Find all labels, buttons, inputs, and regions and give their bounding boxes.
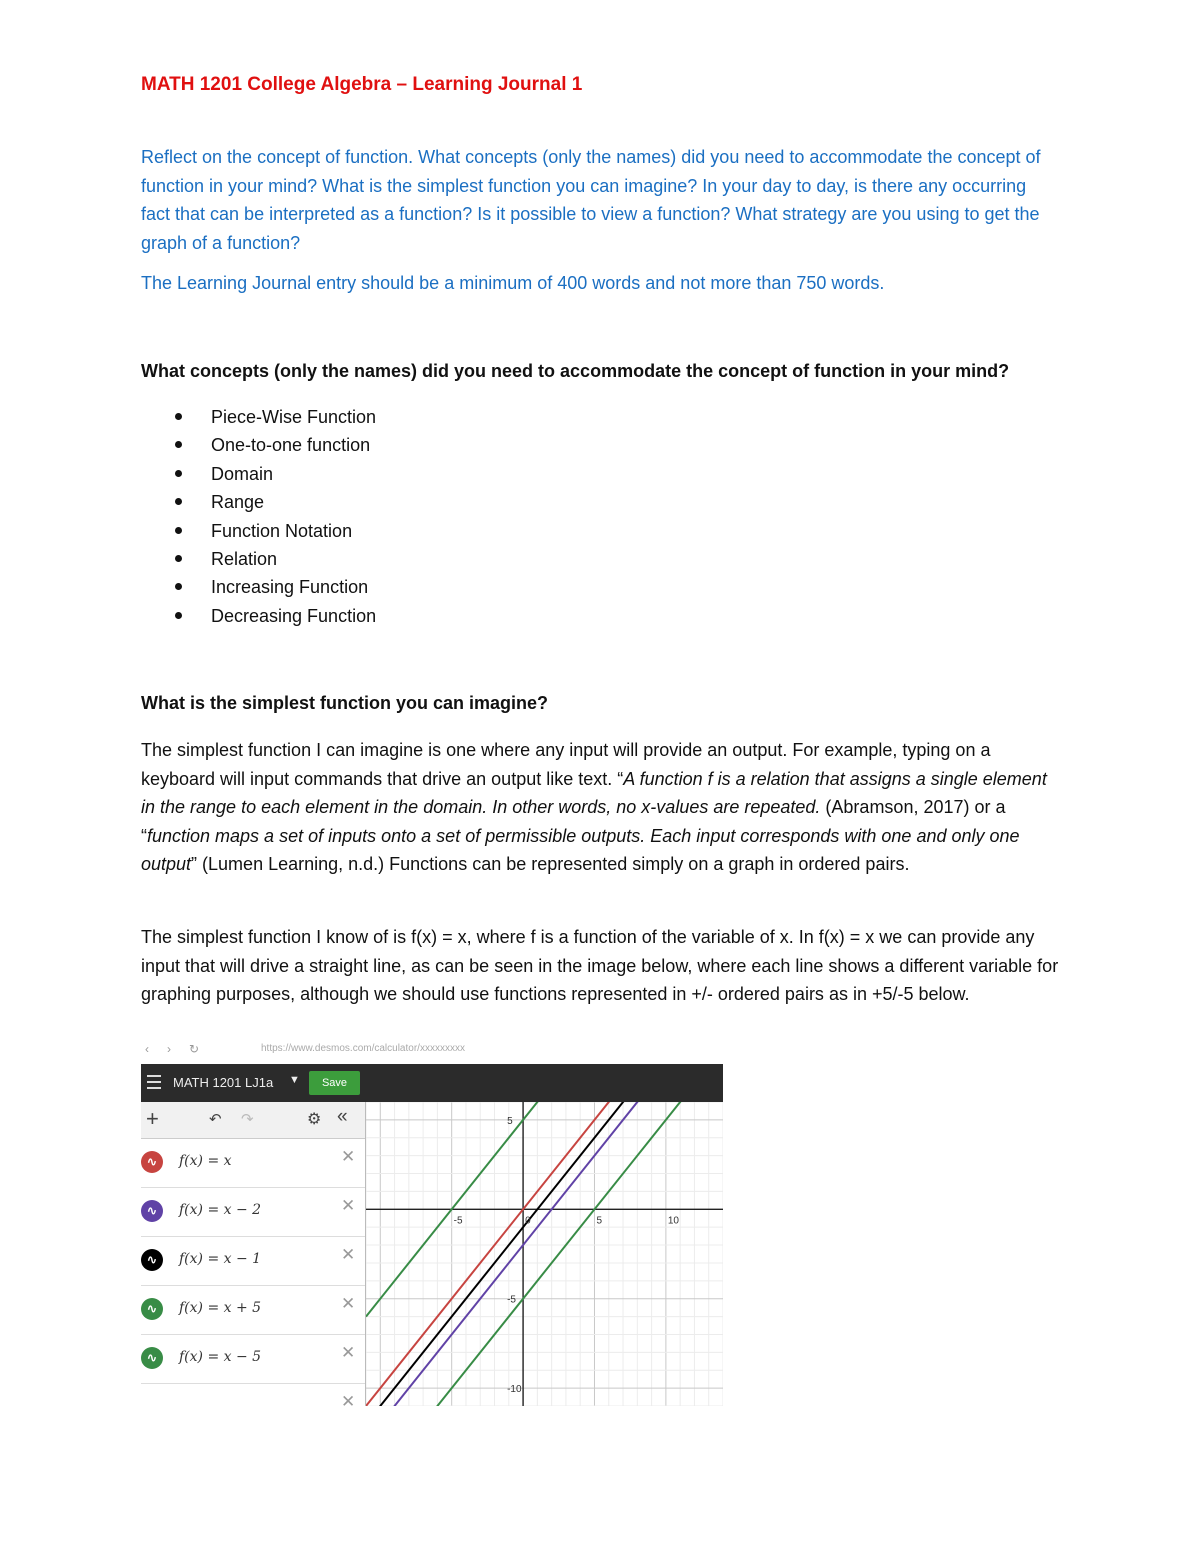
x-tick-label: -5 xyxy=(453,1215,463,1227)
delete-expression-icon[interactable]: ✕ xyxy=(341,1147,356,1166)
undo-icon[interactable]: ↶ xyxy=(209,1111,222,1128)
quote-lumen: function maps a set of inputs onto a set of permissible outputs. Each input corresponds with one and only one output xyxy=(141,825,1020,874)
x-tick-label: 0 xyxy=(525,1215,531,1227)
expression-row[interactable] xyxy=(141,1286,365,1335)
list-item: Function Notation xyxy=(141,517,376,545)
delete-expression-icon[interactable]: ✕ xyxy=(341,1392,356,1406)
collapse-panel-icon[interactable]: « xyxy=(337,1106,348,1127)
delete-expression-icon[interactable]: ✕ xyxy=(341,1294,356,1313)
graph-area[interactable] xyxy=(366,1102,723,1406)
expression-row-empty[interactable] xyxy=(141,1384,365,1406)
list-item: Piece-Wise Function xyxy=(141,403,376,431)
desmos-screenshot xyxy=(141,1040,723,1406)
bullet-icon xyxy=(175,470,182,477)
expression-color-icon[interactable]: ∿ xyxy=(141,1200,163,1222)
expression-row[interactable] xyxy=(141,1188,365,1237)
graph-name[interactable]: MATH 1201 LJ1a xyxy=(173,1075,274,1090)
gear-icon[interactable]: ⚙ xyxy=(307,1111,322,1128)
y-tick-label: -10 xyxy=(507,1384,522,1396)
x-tick-label: 5 xyxy=(596,1215,603,1227)
list-item: Decreasing Function xyxy=(141,602,376,630)
concepts-list xyxy=(141,403,376,630)
series-line xyxy=(366,1102,723,1406)
bullet-icon xyxy=(175,583,182,590)
expression-latex[interactable]: f(x) = x − 5 xyxy=(179,1349,262,1365)
expression-toolbar xyxy=(141,1102,365,1139)
series-line xyxy=(366,1102,723,1406)
bullet-icon xyxy=(175,498,182,505)
quote-abramson: A function f is a relation that assigns a single element in the range to each element in the domain. In other words, no x-values are repeated. xyxy=(141,768,1047,817)
x-tick-label: 10 xyxy=(667,1215,680,1227)
expression-color-icon[interactable]: ∿ xyxy=(141,1298,163,1320)
delete-expression-icon[interactable]: ✕ xyxy=(341,1245,356,1264)
section2-heading: What is the simplest function you can imagine? xyxy=(141,693,549,713)
bullet-icon xyxy=(175,527,182,534)
redo-icon[interactable]: ↷ xyxy=(241,1111,254,1128)
series-line xyxy=(366,1102,723,1406)
browser-url: https://www.desmos.com/calculator/xxxxxxxxx xyxy=(261,1043,465,1054)
word-requirement: The Learning Journal entry should be a minimum of 400 words and not more than 750 words. xyxy=(141,273,885,293)
graph-svg[interactable] xyxy=(366,1102,723,1406)
expression-row[interactable] xyxy=(141,1335,365,1384)
y-tick-label: -5 xyxy=(507,1294,516,1306)
paragraph-simplest-function: The simplest function I can imagine is one where any input will provide an output. For example, typing on a keyboard will input commands that drive an output like text. “A function f is a relation that assigns a single element in the range to each element in the domain. In other words, no x-values are repeated. (Abramson, 2017) or a “function maps a set of inputs onto a set of permissible outputs. Each input corresponds with one and only one output” (Lumen Learning, n.d.) Functions can be represented simply on a graph in ordered pairs. xyxy=(141,740,1047,874)
expression-color-icon[interactable]: ∿ xyxy=(141,1249,163,1271)
delete-expression-icon[interactable]: ✕ xyxy=(341,1196,356,1215)
paragraph-fx-equals-x: The simplest function I know of is f(x) = x, where f is a function of the variable of x. In f(x) = x we can provide any input that will drive a straight line, as can be seen in the image below, where each line shows a different variable for graphing purposes, although we should use functions represented in +/- ordered pairs as in +5/-5 below. xyxy=(141,927,1059,1004)
bullet-icon xyxy=(175,612,182,619)
list-item: Relation xyxy=(141,545,376,573)
section1-heading: What concepts (only the names) did you need to accommodate the concept of function in your mind? xyxy=(141,361,1010,381)
bullet-icon xyxy=(175,441,182,448)
expression-row[interactable] xyxy=(141,1139,365,1188)
desmos-header xyxy=(141,1064,723,1102)
expression-row[interactable] xyxy=(141,1237,365,1286)
bullet-icon xyxy=(175,413,182,420)
document-title: MATH 1201 College Algebra – Learning Journal 1 xyxy=(141,74,583,95)
expression-latex[interactable]: f(x) = x − 1 xyxy=(179,1251,262,1267)
y-tick-label: 5 xyxy=(507,1115,513,1127)
expression-latex[interactable]: f(x) = x xyxy=(179,1153,232,1169)
bullet-icon xyxy=(175,555,182,562)
list-item: Increasing Function xyxy=(141,573,376,601)
expression-color-icon[interactable]: ∿ xyxy=(141,1151,163,1173)
list-item: One-to-one function xyxy=(141,431,376,459)
delete-expression-icon[interactable]: ✕ xyxy=(341,1343,356,1362)
list-item: Domain xyxy=(141,460,376,488)
browser-nav-icons: ‹›↻ xyxy=(145,1042,218,1056)
expression-panel xyxy=(141,1102,366,1406)
series-line xyxy=(366,1102,723,1406)
list-item: Range xyxy=(141,488,376,516)
browser-url-bar xyxy=(141,1040,723,1064)
expression-latex[interactable]: f(x) = x − 2 xyxy=(179,1202,262,1218)
expression-color-icon[interactable]: ∿ xyxy=(141,1347,163,1369)
save-button[interactable]: Save xyxy=(309,1071,360,1095)
add-expression-icon[interactable]: + xyxy=(146,1106,159,1131)
expression-latex[interactable]: f(x) = x + 5 xyxy=(179,1300,262,1316)
caret-down-icon[interactable]: ▼ xyxy=(289,1074,300,1086)
prompt-text: Reflect on the concept of function. What concepts (only the names) did you need to accommodate the concept of function in your mind? What is the simplest function you can imagine? In your day to day, is there any occurring fact that can be interpreted as a function? Is it possible to view a function? What strategy are you using to get the graph of a function? xyxy=(141,147,1041,253)
hamburger-menu-icon[interactable] xyxy=(147,1075,161,1093)
